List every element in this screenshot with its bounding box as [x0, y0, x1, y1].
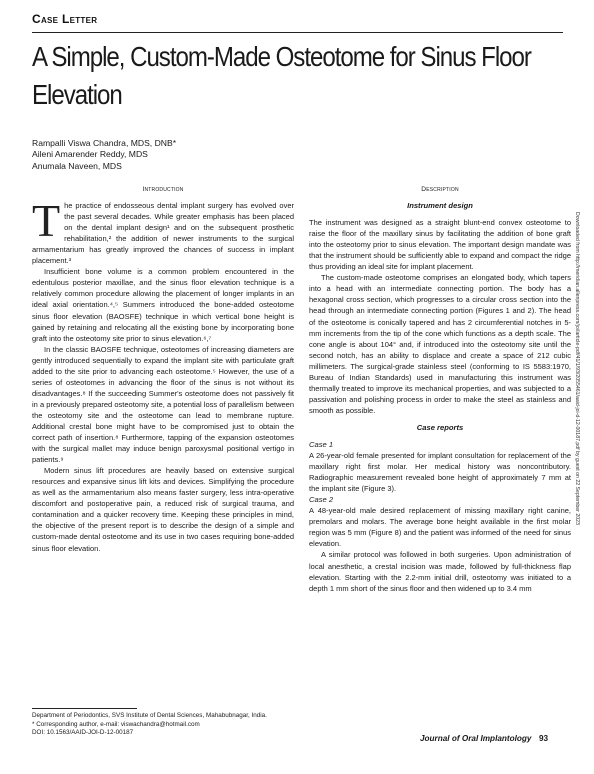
section-label: Case Letter	[32, 12, 98, 26]
subheading-case-reports: Case reports	[416, 422, 464, 432]
section-heading-introduction: Introduction	[142, 186, 184, 193]
author-name: Anumala Naveen, MDS	[32, 160, 122, 171]
affiliation-footnote: Department of Periodontics, SVS Institute of Dental Sciences, Mahabubnagar, India.	[32, 712, 267, 719]
footnotes	[32, 712, 294, 738]
journal-name: Journal of Oral Implantology	[420, 734, 532, 743]
header-rule	[32, 32, 563, 33]
download-watermark	[570, 212, 584, 752]
article-title: A Simple, Custom-Made Osteotome for Sinus Floor Elevation	[32, 41, 531, 110]
body-paragraph: Modern sinus lift procedures are heavily based on extensive surgical resources and expansive sinus lift kits and devices. Simplifying the procedure as well as the armamentarium also means faster surgery, less intra-operative discomfort and postoperative pain, a reduced risk of surgical trauma, and contamination and a quicker recovery time. Keeping these principles in mind, the objective of the present report is to describe the design of a simple and custom-made dental osteotome and its use in two cases requiring bone-added sinus floor elevation.	[32, 466, 294, 553]
body-paragraph: Insufficient bone volume is a common problem encountered in the edentulous posterior maxillae, and the sinus floor elevation technique is a relatively common procedure allowing the placement of longer implants in an ideal axial orientation.⁴,⁵ Summers introduced the bone-added osteotome sinus floor elevation (BAOSFE) technique in which vertical bone height is gained by retaining and relocating all the existing bone by incorporating bone graft into the osteotomy site prior to sinus elevation.⁶,⁷	[32, 267, 294, 343]
section-heading-description: Description	[421, 186, 459, 193]
body-paragraph: The instrument was designed as a straight blunt-end convex osteotome to raise the floor of the maxillary sinus by facilitating the addition of bone graft into the osteotomy prior to sinus elevation. The important design mandate was that the instrument should be sufficiently able to expand and compact the ridge thus providing an ideal site for implant placement.	[309, 218, 571, 272]
body-paragraph: In the classic BAOSFE technique, osteotomes of increasing diameters are gently introduced sequentially to expand the implant site with particulate graft added to the site prior to advancing each osteotome.⁵ However, the use of a series of osteotomes in advancing the floor of the sinus is not without its disadvantages.⁸ If the succeeding Summer's osteotome does not passively fit in a previously prepared osteotomy site, a potential loss of parallelism between the osteotomy site and the osteotome can lead to membrane rupture. Additional crestal bone might have to be compromised just to obtain the correct path of insertion.⁸ Furthermore, tapping of the expansion osteotomes with the surgical mallet may induce benign paroxysmal positional vertigo in patients.⁹	[32, 344, 294, 465]
doi-footnote: DOI: 10.1563/AAID-JOI-D-12-00187	[32, 729, 134, 737]
left-column	[32, 184, 294, 554]
download-watermark-text: Downloaded from http://meridian.allenpress.com/joi/article-pdf/41/1/93/2055461/aaid-joi-d-12-00187.pdf by guest on 22 September 2023	[574, 212, 580, 525]
corresponding-author-footnote: * Corresponding author, e-mail: viswachandra@hotmail.com	[32, 720, 200, 728]
body-paragraph: A similar protocol was followed in both surgeries. Upon administration of local anesthetic, a crestal incision was made, followed by full-thickness flap elevation. Starting with the 2.2-mm initial drill, osteotomy was initiated to a depth 1 mm short of the sinus floor and then widened up to 3.4 mm	[309, 550, 571, 593]
page-number: 93	[539, 734, 549, 743]
author-list	[32, 138, 176, 172]
case-1-heading: Case 1	[309, 439, 334, 449]
subheading-instrument-design: Instrument design	[407, 201, 473, 211]
intro-paragraph	[32, 195, 294, 266]
footnote-rule	[32, 708, 137, 709]
author-name: Rampalli Viswa Chandra, MDS, DNB*	[32, 138, 177, 148]
right-column	[309, 184, 571, 594]
intro-paragraph-text: he practice of endosseous dental implant surgery has evolved over the past several decades. While greater emphasis has been placed on the dental implant design¹ and on the subsequent prosthetic rehabilitation,² the addition of newer instruments to the surgical armamentarium has greatly improved the chances of success in implant placement.³	[32, 201, 294, 266]
case-2-heading: Case 2	[309, 495, 334, 505]
case-2-text: A 48-year-old male desired replacement of missing maxillary right canine, premolars and molars. The average bone height available in the first molar region was 5 mm (Figure 8) and the patient was informed of the need for sinus elevation.	[309, 506, 571, 549]
body-paragraph: The custom-made osteotome comprises an elongated body, which tapers into a head with an intermediate connecting portion. The body has a hexagonal cross section, which progresses to a circular cross section into the head through an intermediate connecting portion (Figures 1 and 2). The head of the osteotome is conically tapered and has 2 circumferential notches in 5-mm increments from the tip of the cone which functions as a depth scale. The cone angle is about 104° and, if introduced into the osteotomy site until the second notch, has an ability to displace and create a space of 212 cubic millimeters. The surgical-grade stainless steel (conforming to IS 5583:1970, Bureau of Indian Standards) used in manufacturing this instrument was thermally treated to improve its mechanical properties, and was subjected to a passivation and polishing process in order to make the steel as stainless and smooth as possible.	[309, 273, 571, 415]
drop-cap: T	[32, 195, 61, 247]
author-name: Aileni Amarender Reddy, MDS	[32, 149, 148, 160]
case-1-text: A 26-year-old female presented for implant consultation for replacement of the maxillary right first molar. Her medical history was noncontributory. Radiographic measurement revealed bone height of approximately 7 mm at the implant site (Figure 3).	[309, 451, 571, 494]
